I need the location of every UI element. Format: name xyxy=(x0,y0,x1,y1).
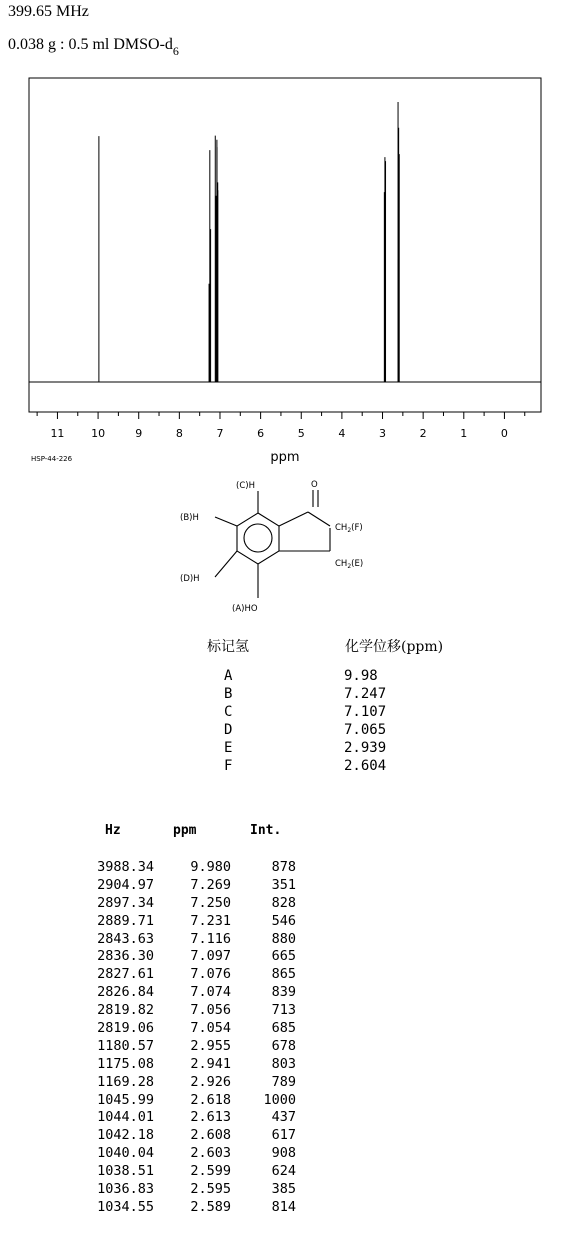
peak-ppm: 2.941 xyxy=(190,1055,231,1072)
peak-ppm: 2.589 xyxy=(190,1198,231,1215)
peak-intensity: 665 xyxy=(271,948,296,965)
peak-intensity: 880 xyxy=(271,930,296,947)
peak-ppm: 7.054 xyxy=(190,1020,231,1037)
peak-row xyxy=(0,859,570,877)
sample-text: 0.038 g : 0.5 ml DMSO-d xyxy=(8,36,173,53)
assignment-label: B xyxy=(224,686,233,702)
peak-hz: 2897.34 xyxy=(97,894,154,911)
peak-row xyxy=(0,877,570,895)
peak-intensity: 789 xyxy=(271,1073,296,1090)
assignment-label: F xyxy=(224,758,233,774)
assignment-row xyxy=(0,758,570,776)
peak-ppm: 7.116 xyxy=(190,930,231,947)
x-tick-label: 7 xyxy=(216,427,224,440)
x-tick-label: 8 xyxy=(175,427,183,440)
assignment-row xyxy=(0,704,570,722)
peak-intensity: 385 xyxy=(271,1181,296,1198)
label-f-ch: CH xyxy=(335,523,348,533)
label-b: (B)H xyxy=(180,513,199,523)
label-e xyxy=(335,559,363,570)
peak-hz: 3988.34 xyxy=(97,859,154,875)
peak-row xyxy=(0,1092,570,1110)
peak-ppm: 7.074 xyxy=(190,984,231,1001)
peak-header-int: Int. xyxy=(250,823,282,838)
peak-row xyxy=(0,1163,570,1181)
peak-hz: 2819.82 xyxy=(97,1002,154,1019)
peak-row xyxy=(0,1020,570,1038)
x-tick-label: 2 xyxy=(419,427,427,440)
peak-row xyxy=(0,1181,570,1199)
peak-intensity: 878 xyxy=(271,859,296,875)
sample-subscript: 6 xyxy=(172,44,179,58)
peak-row xyxy=(0,1074,570,1092)
label-f-sub: 2 xyxy=(347,527,352,534)
peak-intensity: 351 xyxy=(271,876,296,893)
x-tick-label: 3 xyxy=(379,427,387,440)
assignment-table xyxy=(0,668,570,776)
peak-hz: 1169.28 xyxy=(97,1073,154,1090)
peak-ppm: 2.926 xyxy=(190,1073,231,1090)
x-tick-label: 6 xyxy=(257,427,265,440)
peak-row xyxy=(0,895,570,913)
peak-hz: 2904.97 xyxy=(97,876,154,893)
peak-intensity: 624 xyxy=(271,1163,296,1180)
peak-hz: 1180.57 xyxy=(97,1037,154,1054)
peak-ppm: 7.269 xyxy=(190,876,231,893)
peak-row xyxy=(0,1199,570,1217)
peak-ppm: 7.231 xyxy=(190,912,231,929)
peak-intensity: 713 xyxy=(271,1002,296,1019)
assignment-label: C xyxy=(224,704,233,720)
label-e-tag: (E) xyxy=(351,559,364,569)
assignment-row xyxy=(0,722,570,740)
assignment-shift: 7.107 xyxy=(344,704,387,720)
peak-intensity: 839 xyxy=(271,984,296,1001)
peak-row xyxy=(0,1109,570,1127)
peak-row xyxy=(0,1002,570,1020)
peak-hz: 2836.30 xyxy=(97,948,154,965)
assignment-shift: 7.065 xyxy=(344,722,387,738)
peak-ppm: 2.608 xyxy=(190,1127,231,1144)
peak-hz: 2819.06 xyxy=(97,1020,154,1037)
peak-ppm: 2.613 xyxy=(190,1109,231,1126)
peak-intensity: 617 xyxy=(271,1127,296,1144)
peak-intensity: 685 xyxy=(271,1020,296,1037)
peak-ppm: 2.955 xyxy=(190,1037,231,1054)
peak-ppm: 7.056 xyxy=(190,1002,231,1019)
peak-hz: 1045.99 xyxy=(97,1091,154,1108)
peak-row xyxy=(0,913,570,931)
peak-ppm: 2.603 xyxy=(190,1145,231,1162)
peak-intensity: 678 xyxy=(271,1037,296,1054)
peak-ppm: 2.599 xyxy=(190,1163,231,1180)
molecule-structure xyxy=(0,0,570,620)
assignment-label: D xyxy=(224,722,233,738)
x-tick-label: 5 xyxy=(297,427,305,440)
peak-hz: 1175.08 xyxy=(97,1055,154,1072)
peak-row xyxy=(0,931,570,949)
peak-intensity: 828 xyxy=(271,894,296,911)
peak-row xyxy=(0,966,570,984)
assignment-shift: 9.98 xyxy=(344,668,378,684)
x-tick-label: 9 xyxy=(135,427,143,440)
peak-ppm: 7.097 xyxy=(190,948,231,965)
assignment-shift: 2.604 xyxy=(344,758,387,774)
peak-hz: 1036.83 xyxy=(97,1181,154,1198)
x-tick-label: 10 xyxy=(91,427,106,440)
peak-intensity: 814 xyxy=(271,1198,296,1215)
peak-row xyxy=(0,1038,570,1056)
structure-bonds xyxy=(215,490,330,598)
peak-intensity: 546 xyxy=(271,912,296,929)
peak-hz: 2889.71 xyxy=(97,912,154,929)
peak-hz: 1044.01 xyxy=(97,1109,154,1126)
peak-intensity: 437 xyxy=(271,1109,296,1126)
peak-ppm: 9.980 xyxy=(190,859,231,875)
x-tick-label: 11 xyxy=(50,427,65,440)
peak-intensity: 1000 xyxy=(263,1091,296,1108)
label-e-sub: 2 xyxy=(347,563,352,570)
spectrum-code: HSP-44-226 xyxy=(31,455,73,463)
x-tick-label: 4 xyxy=(338,427,346,440)
peak-table xyxy=(0,859,570,1217)
x-tick-label: 1 xyxy=(460,427,468,440)
peak-row xyxy=(0,1056,570,1074)
assignment-shift: 7.247 xyxy=(344,686,387,702)
peak-ppm: 7.076 xyxy=(190,966,231,983)
x-axis-label: ppm xyxy=(270,450,300,465)
assignment-row xyxy=(0,686,570,704)
peak-header-hz: Hz xyxy=(105,823,121,838)
peak-row xyxy=(0,1145,570,1163)
label-a: (A)HO xyxy=(232,604,258,614)
peak-hz: 2826.84 xyxy=(97,984,154,1001)
peak-hz: 1034.55 xyxy=(97,1198,154,1215)
peak-ppm: 7.250 xyxy=(190,894,231,911)
peak-intensity: 908 xyxy=(271,1145,296,1162)
peak-header-ppm: ppm xyxy=(173,823,197,838)
label-c: (C)H xyxy=(236,481,255,491)
assignment-header-label: 标记氢 xyxy=(207,639,249,655)
label-e-ch: CH xyxy=(335,559,348,569)
peak-intensity: 865 xyxy=(271,966,296,983)
peak-row xyxy=(0,984,570,1002)
x-tick-label: 0 xyxy=(500,427,508,440)
peak-hz: 2827.61 xyxy=(97,966,154,983)
peak-hz: 1042.18 xyxy=(97,1127,154,1144)
assignment-shift: 2.939 xyxy=(344,740,387,756)
label-o: O xyxy=(311,480,318,490)
assignment-label: E xyxy=(224,740,233,756)
assignment-header-shift: 化学位移(ppm) xyxy=(345,639,444,655)
label-f xyxy=(335,523,363,534)
label-f-tag: (F) xyxy=(351,523,363,533)
label-d: (D)H xyxy=(180,574,200,584)
assignment-label: A xyxy=(224,668,233,684)
peak-hz: 2843.63 xyxy=(97,930,154,947)
peak-intensity: 803 xyxy=(271,1055,296,1072)
peak-ppm: 2.618 xyxy=(190,1091,231,1108)
spectrometer-frequency: 399.65 MHz xyxy=(8,3,89,20)
peak-row xyxy=(0,948,570,966)
peak-hz: 1038.51 xyxy=(97,1163,154,1180)
assignment-row xyxy=(0,668,570,686)
peak-hz: 1040.04 xyxy=(97,1145,154,1162)
assignment-row xyxy=(0,740,570,758)
peak-row xyxy=(0,1127,570,1145)
peak-ppm: 2.595 xyxy=(190,1181,231,1198)
